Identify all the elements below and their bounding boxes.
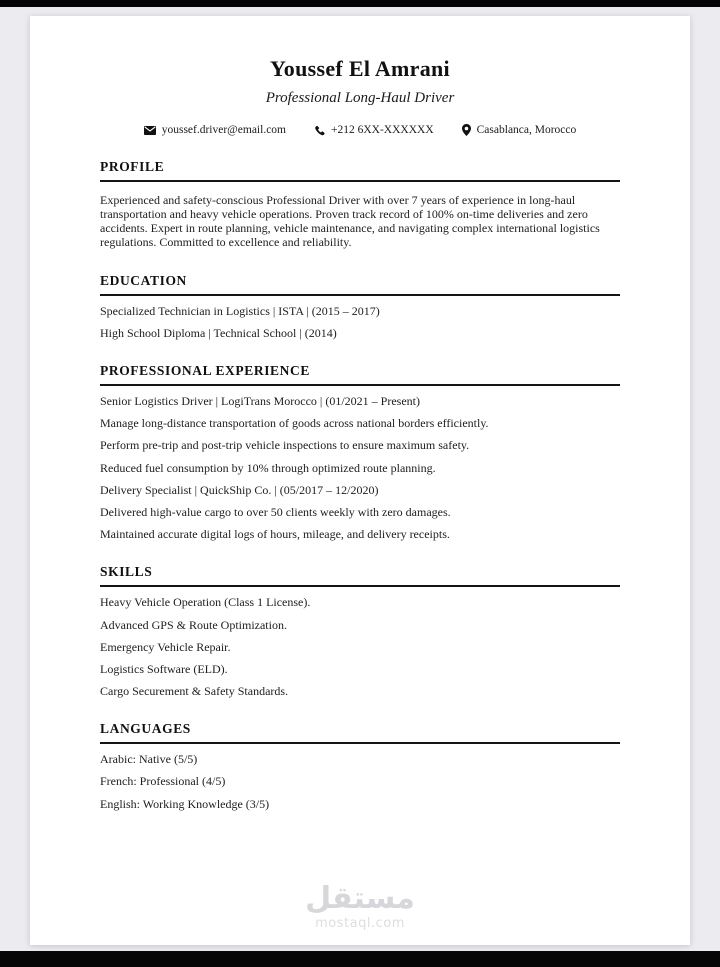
skill-item: Cargo Securement & Safety Standards.	[100, 684, 289, 699]
contact-row	[100, 124, 620, 136]
section-education	[100, 273, 620, 340]
experience-item: Manage long-distance transportation of goods across national borders efficiently.	[100, 416, 489, 431]
experience-list	[100, 395, 620, 541]
language-item: French: Professional (4/5)	[100, 774, 226, 789]
language-item: Arabic: Native (5/5)	[100, 752, 198, 767]
contact-phone	[314, 124, 434, 136]
skill-item: Emergency Vehicle Repair.	[100, 639, 231, 654]
section-skills	[100, 564, 620, 698]
watermark	[30, 881, 690, 931]
section-profile	[100, 159, 620, 250]
profile-summary: Experienced and safety-conscious Professional Driver with over 7 years of experience in long-haul transportation and heavy vehicle operations. Proven track record of 100% on-time deliveries and zero accidents. Expert in route planning, vehicle maintenance, and navigating complex international logistics regulations. Committed to excellence and reliability.	[100, 193, 600, 250]
email-icon	[144, 126, 156, 135]
section-heading-education: EDUCATION	[100, 273, 620, 296]
watermark-site-text: mostaql.com	[315, 916, 405, 931]
skill-item: Logistics Software (ELD).	[100, 661, 228, 676]
skill-item: Advanced GPS & Route Optimization.	[100, 617, 287, 632]
contact-location-text: Casablanca, Morocco	[476, 124, 577, 136]
language-item: English: Working Knowledge (3/5)	[100, 796, 270, 811]
languages-list	[100, 753, 620, 811]
contact-email	[144, 124, 286, 136]
section-experience	[100, 363, 620, 541]
experience-item: Reduced fuel consumption by 10% through optimized route planning.	[100, 460, 436, 475]
skill-item: Heavy Vehicle Operation (Class 1 License).	[100, 595, 311, 610]
section-heading-experience: PROFESSIONAL EXPERIENCE	[100, 363, 620, 386]
top-black-bar	[0, 0, 720, 7]
page-title: Youssef El Amrani	[270, 56, 450, 81]
education-item: Specialized Technician in Logistics | ISTA | (2015 – 2017)	[100, 303, 380, 318]
experience-item: Delivery Specialist | QuickShip Co. | (05/2017 – 12/2020)	[100, 482, 379, 497]
bottom-black-bar	[0, 951, 720, 967]
skills-list	[100, 596, 620, 698]
section-heading-languages: LANGUAGES	[100, 721, 620, 744]
section-languages	[100, 721, 620, 811]
experience-item: Maintained accurate digital logs of hours, mileage, and delivery receipts.	[100, 527, 450, 542]
education-item: High School Diploma | Technical School | (2014)	[100, 325, 337, 340]
job-title: Professional Long-Haul Driver	[265, 90, 455, 106]
contact-phone-text: +212 6XX-XXXXXX	[331, 124, 434, 136]
contact-email-text: youssef.driver@email.com	[161, 124, 286, 136]
experience-item: Delivered high-value cargo to over 50 clients weekly with zero damages.	[100, 504, 451, 519]
resume-page	[30, 16, 690, 945]
experience-item: Perform pre-trip and post-trip vehicle inspections to ensure maximum safety.	[100, 438, 470, 453]
phone-icon	[314, 125, 325, 136]
location-icon	[462, 124, 471, 136]
contact-location	[462, 124, 577, 136]
experience-item: Senior Logistics Driver | LogiTrans Morocco | (01/2021 – Present)	[100, 394, 420, 408]
section-heading-profile: PROFILE	[100, 159, 620, 182]
watermark-brand-text: مستقل	[305, 881, 415, 916]
section-heading-skills: SKILLS	[100, 564, 620, 587]
education-list	[100, 305, 620, 340]
